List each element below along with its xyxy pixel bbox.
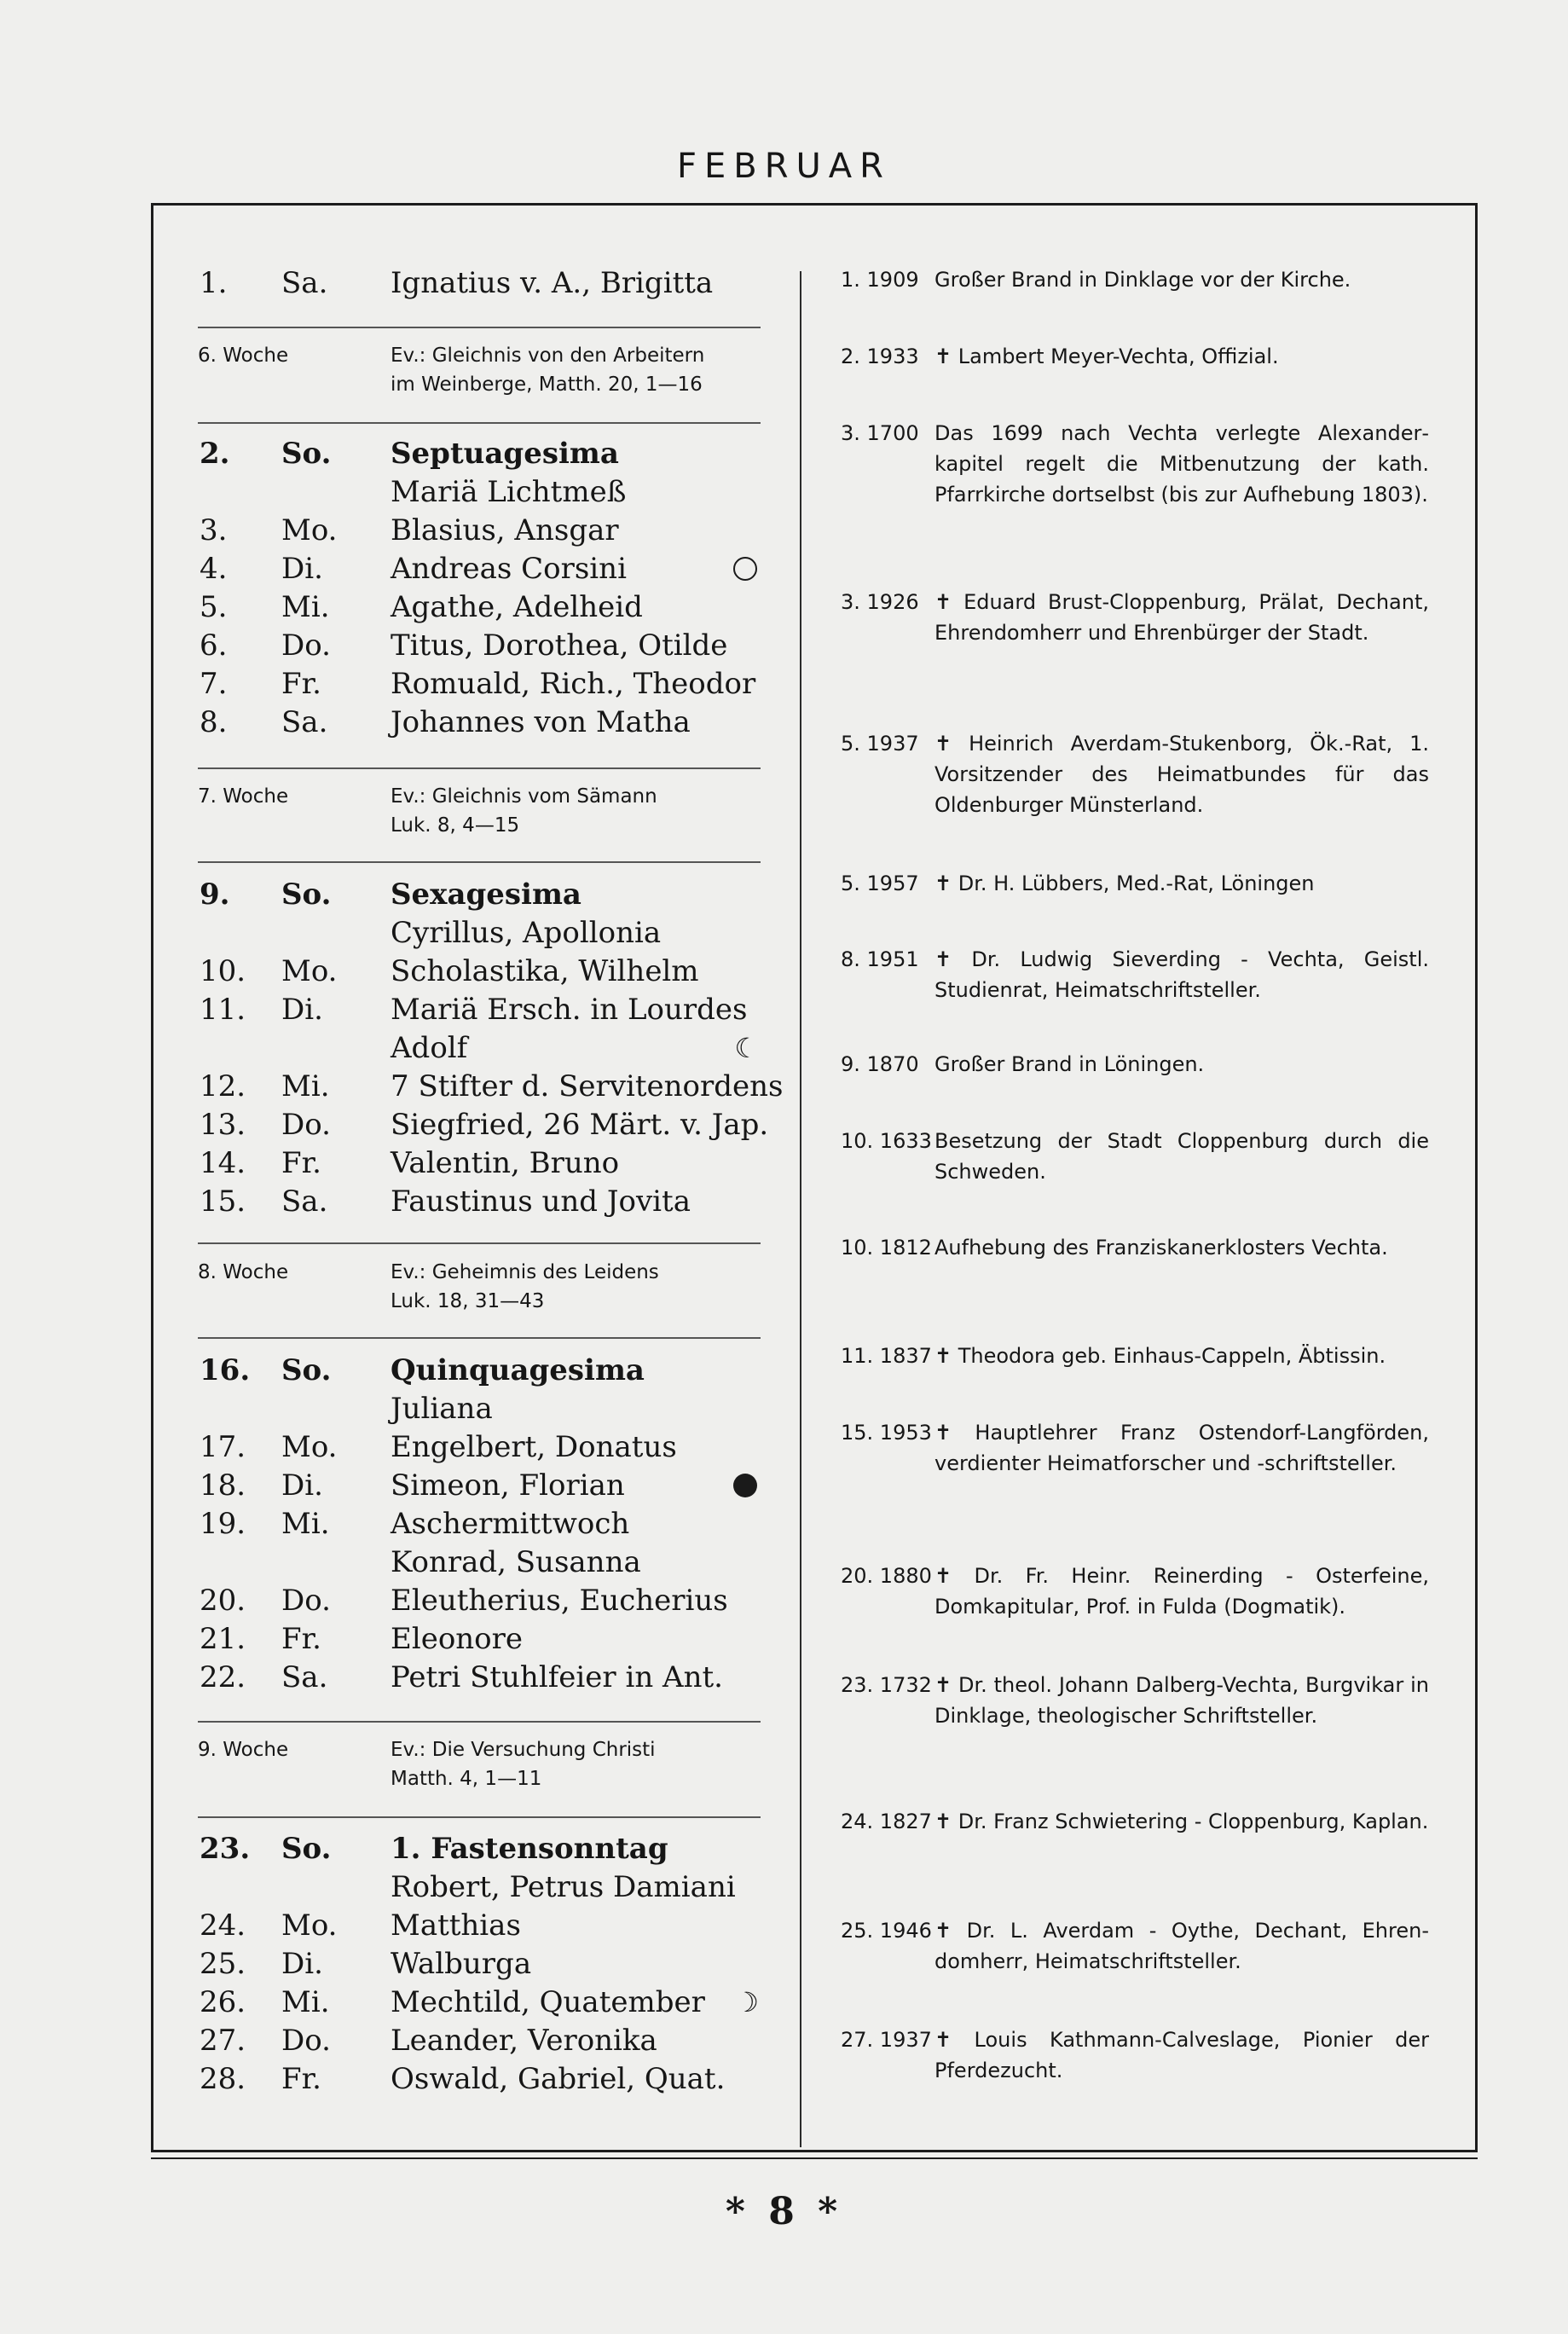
weekday: Sa. [281, 266, 328, 300]
event-text: Besetzung der Stadt Cloppenburg durch die Schweden. [934, 1129, 1429, 1184]
event-text: ✝ Dr. H. Lübbers, Med.-Rat, Löningen [934, 872, 1315, 895]
day-row [198, 1352, 761, 1389]
day-row [198, 1907, 761, 1944]
gospel-reference: im Weinberge, Matth. 20, 1—16 [391, 374, 703, 396]
day-row [198, 953, 761, 990]
weekday: Do. [281, 1108, 331, 1142]
day-row [198, 2060, 761, 2098]
day-saints: Faustinus und Jovita [391, 1184, 691, 1219]
page-title: FEBRUAR [677, 147, 891, 186]
weekday: Sa. [281, 705, 328, 739]
gospel-reference: Luk. 8, 4—15 [391, 814, 520, 837]
event-text: Großer Brand in Dinklage vor der Kirche. [934, 268, 1351, 292]
weekday: Do. [281, 628, 331, 663]
day-row [198, 665, 761, 703]
last-quarter-moon-icon: ☾ [734, 1032, 759, 1064]
weekday: Di. [281, 1947, 323, 1981]
week-label: 9. Woche [198, 1739, 289, 1761]
day-number: 22. [200, 1660, 246, 1694]
day-saints: Konrad, Susanna [391, 1545, 641, 1579]
day-saints: Agathe, Adelheid [391, 590, 643, 624]
day-saints: Simeon, Florian [391, 1468, 625, 1503]
event-date: 11. 1837 [841, 1344, 932, 1368]
day-saints: Juliana [391, 1392, 493, 1426]
frame-bottom-rule [151, 2157, 1478, 2159]
day-saints-continued [198, 914, 761, 952]
day-number: 20. [200, 1584, 246, 1618]
day-number: 17. [200, 1430, 246, 1464]
day-saints-continued [198, 1390, 761, 1428]
event-text: Aufhebung des Franziskanerklosters Vechta. [934, 1236, 1388, 1260]
weekday: Sa. [281, 1660, 328, 1694]
weekday: Do. [281, 1584, 331, 1618]
event-date: 5. 1937 [841, 732, 919, 756]
day-saints: Engelbert, Donatus [391, 1430, 677, 1464]
day-saints: Mariä Ersch. in Lourdes [391, 993, 748, 1027]
feast-name: Septuagesima [391, 437, 619, 471]
feast-name: 1. Fastensonntag [391, 1832, 668, 1866]
event-date: 15. 1953 [841, 1421, 932, 1445]
weekday: Fr. [281, 1146, 321, 1180]
weekday: Di. [281, 993, 323, 1027]
divider-line [198, 1721, 761, 1723]
gospel-line: Ev.: Geheimnis des Leidens [391, 1261, 659, 1283]
divider-line [198, 1337, 761, 1339]
day-number: 1. [200, 266, 228, 300]
divider-line [198, 1242, 761, 1244]
event-date: 27. 1937 [841, 2028, 932, 2052]
week-label: 6. Woche [198, 345, 289, 367]
weekday: So. [281, 1832, 332, 1866]
day-saints: Ignatius v. A., Brigitta [391, 266, 714, 300]
day-saints: 7 Stifter d. Servitenordens [391, 1069, 784, 1103]
day-number: 13. [200, 1108, 246, 1142]
day-saints: Adolf [391, 1031, 468, 1065]
day-row [198, 991, 761, 1028]
weekday: Di. [281, 552, 323, 586]
weekday: Fr. [281, 1622, 321, 1656]
divider-line [198, 861, 761, 863]
weekday: Mo. [281, 954, 338, 988]
gospel-line: Ev.: Gleichnis vom Sämann [391, 785, 657, 808]
day-number: 10. [200, 954, 246, 988]
event-date: 20. 1880 [841, 1564, 932, 1588]
day-saints: Petri Stuhlfeier in Ant. [391, 1660, 723, 1694]
day-saints: Oswald, Gabriel, Quat. [391, 2062, 726, 2096]
new-moon-icon [733, 1474, 757, 1497]
day-row [198, 1984, 761, 2021]
first-quarter-moon-icon: ☽ [734, 1986, 759, 2018]
day-saints: Cyrillus, Apollonia [391, 916, 662, 950]
weekday: Mi. [281, 1069, 330, 1103]
day-saints: Aschermittwoch [391, 1507, 630, 1541]
day-number: 5. [200, 590, 228, 624]
day-saints: Walburga [391, 1947, 532, 1981]
event-text: Das 1699 nach Vechta verlegte Alexanderkapitel regelt die Mitbenutzung der kath. Pfarrkirche dortselbst (bis zur Aufhebung 1803). [934, 421, 1429, 507]
weekday: Fr. [281, 2062, 321, 2096]
event-text: ✝ Lambert Meyer-Vechta, Offizial. [934, 345, 1279, 368]
event-text: ✝ Hauptlehrer Franz Ostendorf-Langförden, verdienter Heimatforscher und -schriftsteller. [934, 1421, 1429, 1475]
day-number: 28. [200, 2062, 246, 2096]
day-row [198, 2022, 761, 2059]
day-saints: Siegfried, 26 Märt. v. Jap. [391, 1108, 769, 1142]
day-row [198, 1582, 761, 1619]
day-saints: Romuald, Rich., Theodor [391, 667, 756, 701]
event-text: ✝ Dr. L. Averdam - Oythe, Dechant, Ehrendomherr, Heimatschriftsteller. [934, 1919, 1429, 1973]
day-saints: Eleutherius, Eucherius [391, 1584, 728, 1618]
feast-name: Sexagesima [391, 877, 581, 912]
weekday: Di. [281, 1468, 323, 1503]
day-saints-continued [198, 1029, 761, 1067]
day-number: 7. [200, 667, 228, 701]
event-text: ✝ Dr. Ludwig Sieverding - Vechta, Geistl. Studienrat, Heimatschriftsteller. [934, 947, 1429, 1002]
event-text: ✝ Dr. theol. Johann Dalberg-Vechta, Burgvikar in Dinklage, theologischer Schriftsteller. [934, 1673, 1429, 1728]
event-date: 24. 1827 [841, 1810, 932, 1833]
event-text: ✝ Louis Kathmann-Calveslage, Pionier der Pferdezucht. [934, 2028, 1429, 2082]
day-row [198, 1106, 769, 1144]
weekday: Do. [281, 2024, 331, 2058]
weekday: Mi. [281, 1985, 330, 2019]
event-text: ✝ Dr. Fr. Heinr. Reinerding - Osterfeine, Domkapitular, Prof. in Fulda (Dogmatik). [934, 1564, 1429, 1619]
day-saints: Valentin, Bruno [391, 1146, 620, 1180]
day-row [198, 550, 761, 588]
full-moon-icon [733, 557, 757, 581]
day-row [198, 1830, 761, 1868]
day-number: 26. [200, 1985, 246, 2019]
day-row [198, 627, 761, 664]
day-saints: Mariä Lichtmeß [391, 475, 627, 509]
event-date: 8. 1951 [841, 947, 919, 971]
week-label: 8. Woche [198, 1261, 289, 1283]
day-number: 4. [200, 552, 228, 586]
weekday: Mo. [281, 1430, 338, 1464]
day-row [198, 1068, 784, 1105]
event-date: 25. 1946 [841, 1919, 932, 1943]
day-number: 9. [200, 877, 230, 912]
day-row [198, 704, 761, 741]
weekday: Mo. [281, 513, 338, 547]
event-text: ✝ Eduard Brust-Cloppenburg, Prälat, Dechant, Ehrendomherr und Ehrenbürger der Stadt. [934, 590, 1429, 645]
day-saints: Titus, Dorothea, Otilde [391, 628, 728, 663]
day-number: 14. [200, 1146, 246, 1180]
day-row [198, 1183, 761, 1220]
day-saints-continued [198, 1543, 761, 1581]
day-row [198, 264, 761, 302]
day-saints: Robert, Petrus Damiani [391, 1870, 736, 1904]
gospel-reference: Matth. 4, 1—11 [391, 1768, 542, 1790]
day-saints: Leander, Veronika [391, 2024, 657, 2058]
day-number: 23. [200, 1832, 251, 1866]
event-date: 3. 1700 [841, 421, 919, 445]
day-row [198, 1467, 761, 1504]
day-number: 6. [200, 628, 228, 663]
event-text: ✝ Heinrich Averdam-Stukenborg, Ök.-Rat, 1. Vorsitzender des Heimatbundes für das Oldenburger Münsterland. [934, 732, 1429, 817]
day-row [198, 588, 761, 626]
day-row [198, 1945, 761, 1983]
day-number: 3. [200, 513, 228, 547]
event-date: 3. 1926 [841, 590, 919, 614]
event-date: 5. 1957 [841, 872, 919, 895]
day-number: 19. [200, 1507, 246, 1541]
event-text: ✝ Dr. Franz Schwietering - Cloppenburg, Kaplan. [934, 1810, 1429, 1833]
weekday: Mi. [281, 1507, 330, 1541]
day-saints: Matthias [391, 1908, 521, 1943]
day-row [198, 876, 761, 913]
day-row [198, 435, 761, 472]
day-saints: Andreas Corsini [391, 552, 627, 586]
weekday: So. [281, 437, 332, 471]
day-number: 21. [200, 1622, 246, 1656]
day-number: 18. [200, 1468, 246, 1503]
day-row [198, 1144, 761, 1182]
day-row [198, 1620, 761, 1658]
column-divider [800, 271, 801, 2147]
day-row [198, 1659, 761, 1696]
divider-line [198, 327, 761, 328]
day-number: 27. [200, 2024, 246, 2058]
day-number: 8. [200, 705, 228, 739]
weekday: Mo. [281, 1908, 338, 1943]
event-date: 10. 1633 [841, 1129, 932, 1153]
weekday: Mi. [281, 590, 330, 624]
weekday: So. [281, 877, 332, 912]
feast-name: Quinquagesima [391, 1353, 645, 1387]
day-saints: Eleonore [391, 1622, 524, 1656]
gospel-line: Ev.: Gleichnis von den Arbeitern [391, 345, 705, 367]
day-number: 15. [200, 1184, 246, 1219]
day-number: 16. [200, 1353, 251, 1387]
day-number: 12. [200, 1069, 246, 1103]
day-saints: Johannes von Matha [391, 705, 691, 739]
day-number: 24. [200, 1908, 246, 1943]
day-number: 25. [200, 1947, 246, 1981]
day-saints-continued [198, 473, 761, 511]
day-row [198, 1505, 761, 1543]
weekday: So. [281, 1353, 332, 1387]
event-date: 23. 1732 [841, 1673, 932, 1697]
event-date: 10. 1812 [841, 1236, 932, 1260]
divider-line [198, 422, 761, 424]
gospel-line: Ev.: Die Versuchung Christi [391, 1739, 656, 1761]
gospel-reference: Luk. 18, 31—43 [391, 1290, 545, 1312]
day-saints: Scholastika, Wilhelm [391, 954, 699, 988]
page-number: * 8 * [725, 2190, 843, 2233]
week-label: 7. Woche [198, 785, 289, 808]
event-text: ✝ Theodora geb. Einhaus-Cappeln, Äbtissin. [934, 1344, 1386, 1368]
event-text: Großer Brand in Löningen. [934, 1052, 1205, 1076]
day-number: 2. [200, 437, 230, 471]
day-number: 11. [200, 993, 246, 1027]
day-row [198, 1428, 761, 1466]
divider-line [198, 767, 761, 769]
divider-line [198, 1816, 761, 1818]
event-date: 2. 1933 [841, 345, 919, 368]
event-date: 9. 1870 [841, 1052, 919, 1076]
day-saints-continued [198, 1868, 761, 1906]
day-row [198, 512, 761, 549]
event-date: 1. 1909 [841, 268, 919, 292]
weekday: Sa. [281, 1184, 328, 1219]
weekday: Fr. [281, 667, 321, 701]
day-saints: Mechtild, Quatember [391, 1985, 705, 2019]
day-saints: Blasius, Ansgar [391, 513, 619, 547]
